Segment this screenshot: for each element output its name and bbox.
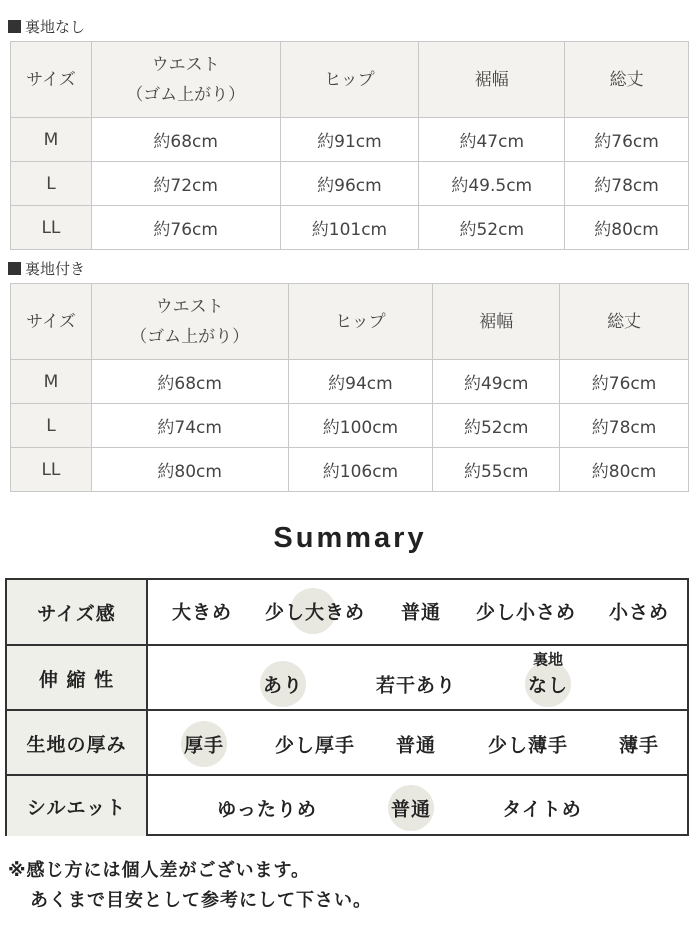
table-row: M 約68cm 約94cm 約49cm 約76cm [11,360,689,404]
option: 普通 [390,798,432,821]
option: なし [527,674,569,697]
summary-row-thickness [7,709,687,776]
header-total-length: 総丈 [560,284,689,360]
option: あり [262,674,304,697]
option: 少し厚手 [274,734,356,757]
summary-row-stretch [7,644,687,711]
option: 少し薄手 [487,734,569,757]
table-header-row [11,42,689,118]
summary-label: サイズ感 [7,580,148,644]
header-hip: ヒップ [288,284,433,360]
option: 若干あり [375,674,457,697]
summary-label: シルエット [7,776,148,836]
square-bullet-icon [8,20,21,33]
option: 少し大きめ [264,601,366,624]
option: タイトめ [502,798,582,821]
header-size: サイズ [11,42,92,118]
option: 普通 [395,734,437,757]
table-row: LL 約76cm 約101cm 約52cm 約80cm [11,206,689,250]
option: ゆったりめ [217,798,317,821]
option: 厚手 [183,734,225,757]
table-row: M 約68cm 約91cm 約47cm 約76cm [11,118,689,162]
option: 小さめ [608,601,670,624]
option: 大きめ [171,601,233,624]
summary-row-silhouette [7,774,687,836]
section-label-no-lining [8,16,85,37]
summary-label: 生地の厚み [7,711,148,776]
lining-tag: 裏地 [532,650,564,669]
size-table-with-lining [10,283,689,492]
option: 普通 [400,601,442,624]
size-table-no-lining [10,41,689,250]
option: 薄手 [618,734,660,757]
note-line-1: ※感じ方には個人差がございます。 [8,860,311,881]
header-hem-width: 裾幅 [433,284,560,360]
table-row: L 約72cm 約96cm 約49.5cm 約78cm [11,162,689,206]
summary-table [5,578,689,836]
note-line-2: あくまで目安として参考にして下さい。 [30,890,372,911]
summary-title: Summary [273,522,427,554]
summary-row-size-feel [7,580,687,644]
header-hip: ヒップ [280,42,419,118]
disclaimer-note [8,856,372,916]
header-total-length: 総丈 [565,42,689,118]
header-waist: ウエスト （ゴム上がり） [91,284,288,360]
square-bullet-icon [8,262,21,275]
table-row: L 約74cm 約100cm 約52cm 約78cm [11,404,689,448]
table-row: LL 約80cm 約106cm 約55cm 約80cm [11,448,689,492]
summary-label: 伸 縮 性 [7,646,148,711]
section-label-text: 裏地なし [25,18,86,36]
option: 少し小さめ [475,601,577,624]
header-size: サイズ [11,284,92,360]
header-waist: ウエスト （ゴム上がり） [91,42,280,118]
section-label-text: 裏地付き [25,260,86,278]
header-hem-width: 裾幅 [419,42,565,118]
table-header-row [11,284,689,360]
section-label-with-lining [8,258,85,279]
